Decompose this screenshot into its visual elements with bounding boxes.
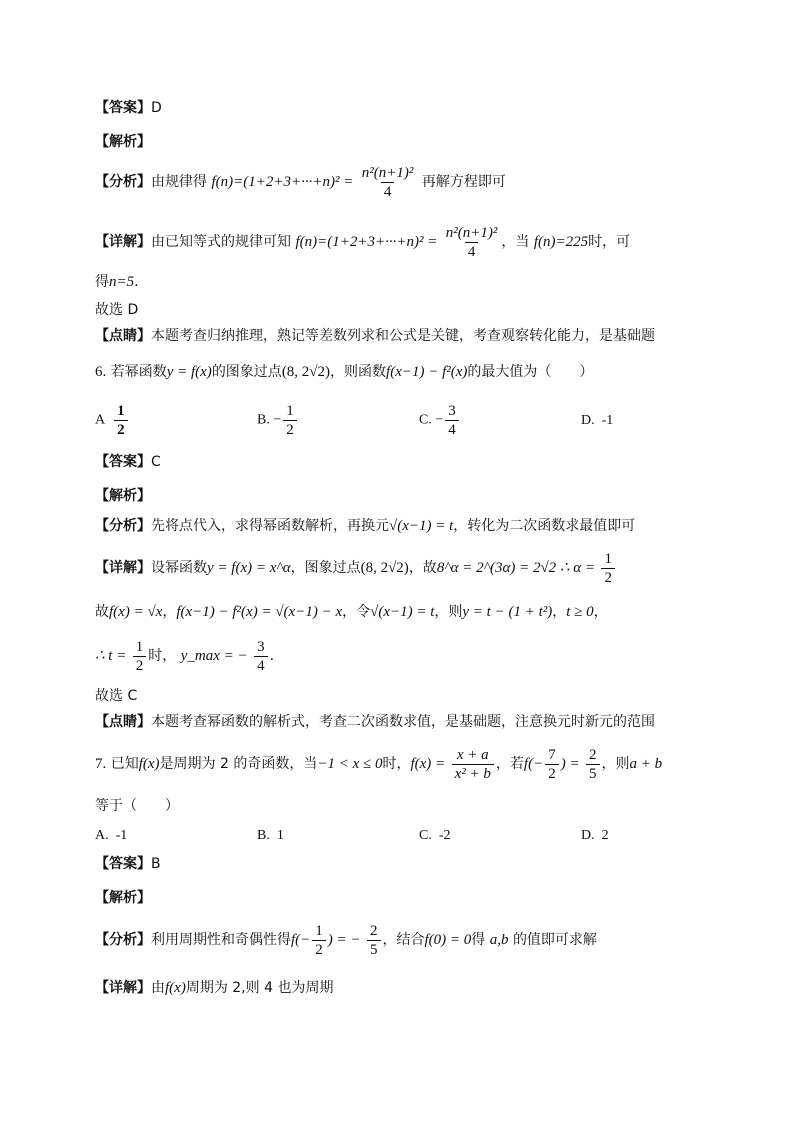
text: 设幂函数 — [151, 560, 207, 576]
denominator: 2 — [283, 420, 297, 439]
option-letter: B. — [257, 412, 270, 428]
xiangjie-text: 由已知等式的规律可知 — [151, 234, 291, 250]
fraction — [254, 638, 268, 675]
xiangjie-5 — [95, 222, 630, 262]
dianjing-text: 本题考查幂函数的解析式，考查二次函数求值，是基础题，注意换元时新元的范围 — [151, 714, 655, 730]
analysis-heading-7: 【解析】 — [95, 890, 151, 906]
denominator: 2 — [114, 420, 128, 439]
option-letter: C. — [419, 412, 432, 428]
text: ，结合 — [382, 932, 425, 948]
numerator: 2 — [370, 922, 378, 939]
formula: √(x−1) = t — [389, 518, 454, 534]
formula: f(0) = 0 — [424, 932, 472, 948]
option-letter: A. — [95, 828, 109, 843]
option-value: 2 — [601, 828, 609, 843]
fenxi-label: 【分析】 — [95, 518, 151, 534]
text: ，则函数 — [330, 364, 387, 380]
option-7d[interactable] — [581, 826, 609, 846]
text: ，令 — [342, 604, 371, 620]
formula: f(x) — [138, 756, 160, 772]
denominator: 5 — [367, 940, 381, 959]
point: (8, 2√2) — [360, 560, 409, 576]
option-value: -2 — [438, 828, 451, 843]
point: (8, 2√2) — [281, 364, 331, 380]
text: 的图象过点 — [211, 364, 282, 380]
sign: − — [273, 412, 282, 428]
conclusion-6: 故选 C — [95, 688, 138, 704]
numerator: n²(n+1)² — [361, 164, 414, 181]
fenxi-5 — [95, 162, 506, 202]
sign: − — [435, 412, 444, 428]
xiangjie-label: 【详解】 — [95, 560, 151, 576]
condition: f(n)=225 — [533, 234, 589, 250]
option-value: -1 — [115, 828, 128, 843]
answer-value: D — [151, 100, 162, 116]
text: 故 — [95, 604, 109, 620]
text: . — [269, 648, 275, 664]
fraction — [586, 746, 600, 783]
dianjing-label: 【点睛】 — [95, 714, 151, 730]
numerator: 1 — [315, 922, 323, 939]
conclusion-5: 故选 D — [95, 302, 139, 318]
question-6 — [95, 360, 593, 384]
numerator: 1 — [286, 403, 294, 419]
xiangjie-label: 【详解】 — [95, 234, 151, 250]
text: 由 — [151, 980, 165, 996]
text: 周期为 2,则 4 也为周期 — [185, 980, 334, 996]
formula: ) = − — [327, 932, 361, 948]
formula: a,b — [489, 932, 509, 948]
numerator: 1 — [117, 403, 125, 419]
option-letter: D. — [581, 828, 595, 843]
denominator: x² + b — [452, 764, 494, 783]
condition: −1 < x ≤ 0 — [317, 756, 383, 772]
text: 是周期为 2 的奇函数，当 — [159, 756, 318, 772]
analysis-heading-5: 【解析】 — [95, 134, 151, 150]
text: ， — [552, 604, 567, 620]
numerator: 3 — [257, 638, 265, 655]
option-letter: D. — [581, 413, 595, 428]
denominator: 2 — [133, 656, 147, 675]
text: 时，可 — [588, 234, 631, 250]
text: ，则 — [601, 756, 630, 772]
numerator: 1 — [135, 638, 144, 655]
option-value: -1 — [601, 413, 614, 428]
dianjing-6 — [95, 712, 655, 732]
option-6b[interactable] — [257, 402, 299, 439]
text: 得 — [471, 932, 486, 948]
formula: f(x−1) − f²(x) — [386, 364, 468, 380]
numerator: 3 — [448, 403, 456, 419]
denominator: 4 — [381, 182, 395, 201]
dianjing-5 — [95, 326, 655, 346]
option-7c[interactable] — [419, 826, 451, 846]
text: 的最大值为（ ） — [467, 364, 594, 380]
formula: f(x−1) − f²(x) = √(x−1) − x — [176, 604, 343, 620]
text: 若幂函数 — [110, 364, 167, 380]
text: 已知 — [110, 756, 139, 772]
denominator: 4 — [465, 242, 479, 261]
xiangjie-6-line2 — [95, 600, 608, 624]
text: ，若 — [495, 756, 524, 772]
numerator: n²(n+1)² — [445, 224, 498, 241]
fraction — [452, 746, 494, 783]
option-letter: C. — [419, 828, 432, 843]
option-6d[interactable] — [581, 411, 613, 431]
text: 时， — [148, 648, 177, 664]
fraction — [601, 550, 615, 587]
question-7 — [95, 744, 662, 784]
denominator: 4 — [254, 656, 268, 675]
answer-label: 【答案】 — [95, 100, 151, 116]
text: 利用周期性和奇偶性得 — [151, 932, 291, 948]
formula: n=5 — [109, 274, 135, 290]
fraction — [114, 402, 128, 439]
formula: y = f(x) — [166, 364, 212, 380]
text: ， — [162, 604, 177, 620]
fenxi-6 — [95, 514, 635, 538]
option-letter: B. — [257, 828, 270, 843]
dianjing-label: 【点睛】 — [95, 328, 151, 344]
formula: y = f(x) = x^α — [207, 560, 291, 576]
formula: f(− — [523, 756, 544, 772]
option-6c[interactable] — [419, 402, 461, 439]
text: 先将点代入，求得幂函数解析，再换元 — [151, 518, 389, 534]
xiangjie-5-cont — [95, 272, 139, 292]
fenxi-text: 由规律得 — [151, 174, 207, 190]
denominator: 4 — [445, 420, 459, 439]
xiangjie-6 — [95, 548, 617, 588]
formula: a + b — [629, 756, 663, 772]
formula: y_max = − — [180, 648, 248, 664]
fraction — [312, 922, 326, 959]
formula: √(x−1) = t — [370, 604, 435, 620]
formula: y = t − (1 + t²) — [462, 604, 553, 620]
text: 时， — [382, 756, 411, 772]
fraction — [133, 638, 147, 675]
fenxi-label: 【分析】 — [95, 932, 151, 948]
text: ，故 — [408, 560, 437, 576]
fraction — [545, 746, 559, 783]
answer-5 — [95, 98, 162, 118]
formula: f(x) = √x — [109, 604, 163, 620]
answer-value: B — [151, 856, 161, 872]
text: ，图象过点 — [290, 560, 361, 576]
text: ，则 — [434, 604, 463, 620]
option-7a[interactable] — [95, 826, 127, 846]
formula: ∴ t = — [95, 648, 127, 664]
fraction — [444, 224, 500, 261]
answer-7 — [95, 854, 161, 874]
numerator: 7 — [548, 746, 556, 763]
xiangjie-label: 【详解】 — [95, 980, 151, 996]
numerator: 1 — [604, 550, 612, 567]
option-value: 1 — [276, 828, 284, 843]
denominator: 2 — [312, 940, 326, 959]
text: ，转化为二次函数求最值即可 — [453, 518, 636, 534]
question-number: 6. — [95, 364, 107, 380]
answer-label: 【答案】 — [95, 856, 151, 872]
fenxi-label: 【分析】 — [95, 174, 151, 190]
formula: f(x) — [165, 980, 186, 996]
denominator: 5 — [586, 764, 600, 783]
formula: f(n)=(1+2+3+···+n)² = — [211, 174, 354, 190]
answer-6 — [95, 452, 161, 472]
fenxi-text-post: 再解方程即可 — [421, 174, 506, 190]
fraction — [360, 164, 416, 201]
formula: ) = — [560, 756, 580, 772]
text: ， — [593, 604, 608, 620]
text: 得 — [95, 274, 109, 290]
fraction — [283, 402, 297, 439]
analysis-heading-6: 【解析】 — [95, 488, 151, 504]
denominator: 2 — [601, 568, 615, 587]
numerator: x + a — [456, 746, 489, 763]
dianjing-text: 本题考查归纳推理，熟记等差数列求和公式是关键，考查观察转化能力，是基础题 — [151, 328, 655, 344]
xiangjie-6-line3 — [95, 636, 274, 676]
text: ，当 — [501, 234, 530, 250]
fraction — [445, 402, 459, 439]
denominator: 2 — [545, 764, 559, 783]
answer-value: C — [151, 454, 161, 470]
option-6a[interactable] — [95, 402, 130, 439]
option-7b[interactable] — [257, 826, 284, 846]
formula: f(− — [291, 932, 311, 948]
option-letter: A — [95, 412, 106, 428]
formula: t ≥ 0 — [566, 604, 594, 620]
formula: f(x) = — [410, 756, 446, 772]
answer-label: 【答案】 — [95, 454, 151, 470]
question-7-cont: 等于（ ） — [95, 798, 179, 814]
fenxi-7 — [95, 920, 597, 960]
text: 的值即可求解 — [512, 932, 597, 948]
question-number: 7. — [95, 756, 107, 772]
text: . — [134, 274, 139, 290]
numerator: 2 — [589, 746, 597, 763]
formula: f(n)=(1+2+3+···+n)² = — [295, 234, 438, 250]
fraction — [367, 922, 381, 959]
xiangjie-7 — [95, 976, 333, 1000]
formula: 8^α = 2^(3α) = 2√2 ∴ α = — [436, 560, 595, 576]
